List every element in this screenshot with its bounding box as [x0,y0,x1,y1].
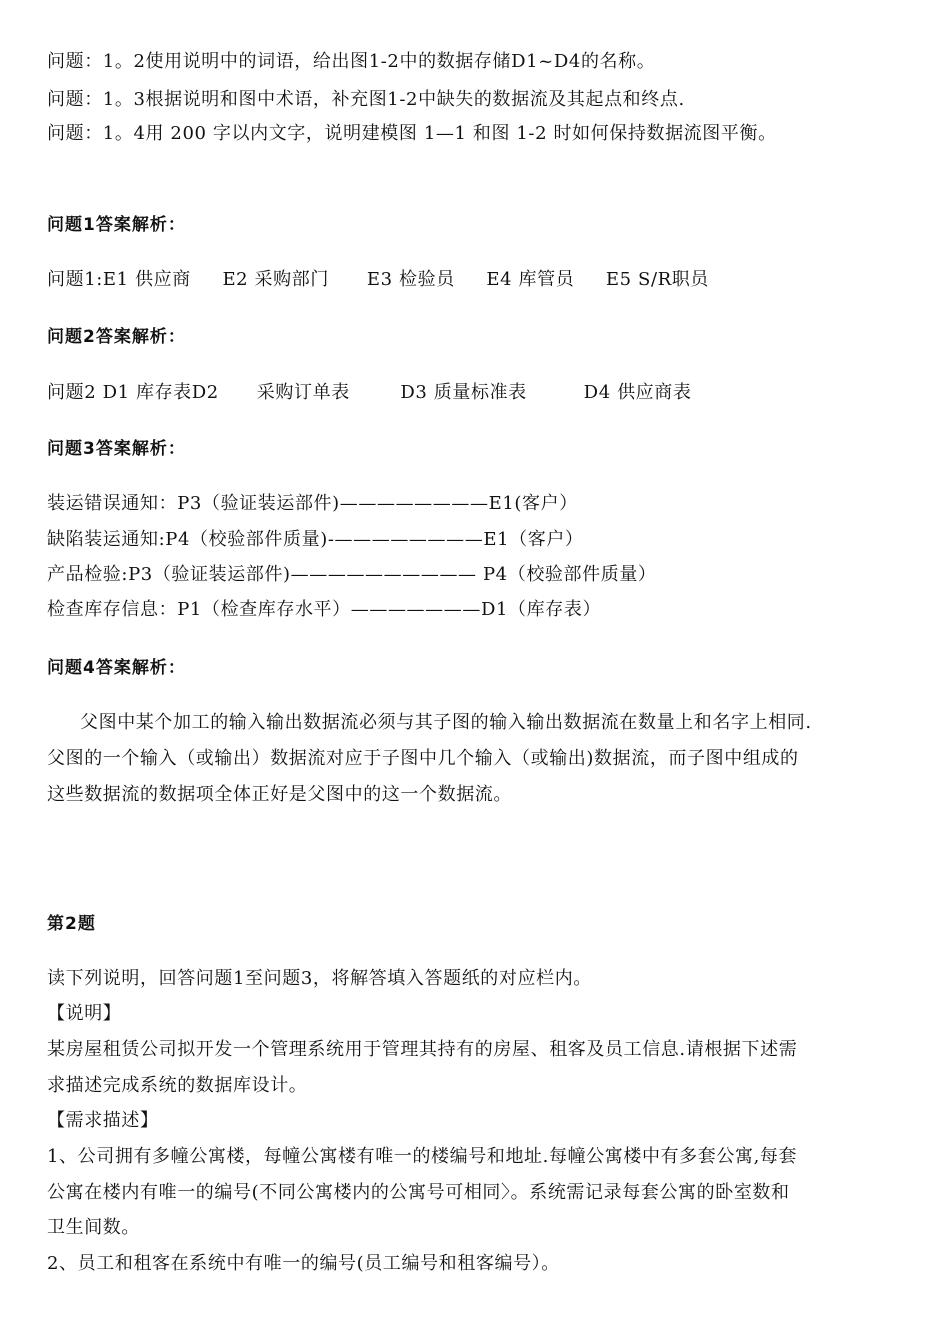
description-label: 【说明】 [47,1003,122,1024]
description-line: 某房屋租赁公司拟开发一个管理系统用于管理其持有的房屋、租客及员工信息.请根据下述需 [47,1039,798,1060]
requirements-label: 【需求描述】 [47,1110,159,1131]
answer-3-line: 产品检验:P3（验证装运部件)—————————— P4（校验部件质量） [47,564,657,585]
requirement-line: 1、公司拥有多幢公寓楼，每幢公寓楼有唯一的楼编号和地址.每幢公寓楼中有多套公寓,每套 [47,1146,798,1167]
answer-2-heading: 问题2答案解析： [47,327,186,347]
answer-4-line: 这些数据流的数据项全体正好是父图中的这一个数据流。 [47,784,512,805]
requirement-line: 公寓在楼内有唯一的编号(不同公寓楼内的公寓号可相同〉。系统需记录每套公寓的卧室数和 [47,1182,790,1203]
answer-3-line: 检查库存信息：P1（检查库存水平）———————D1（库存表） [47,599,602,620]
description-line: 求描述完成系统的数据库设计。 [47,1075,308,1096]
question-1-3: 问题：1。3根据说明和图中术语，补充图1-2中缺失的数据流及其起点和终点. [47,89,685,110]
answer-4-heading: 问题4答案解析： [47,658,186,678]
answer-1-heading: 问题1答案解析： [47,215,186,235]
answer-4-line: 父图中某个加工的输入输出数据流必须与其子图的输入输出数据流在数量上和名字上相同. [80,712,812,733]
question-1-2: 问题：1。2使用说明中的词语，给出图1-2中的数据存储D1~D4的名称。 [47,51,656,72]
answer-3-line: 缺陷装运通知:P4（校验部件质量)-————————E1（客户） [47,529,584,550]
question-2-title: 第2题 [47,914,96,934]
requirement-line: 卫生间数。 [47,1217,140,1238]
answer-3-heading: 问题3答案解析： [47,439,186,459]
question-1-4: 问题：1。4用 200 字以内文字，说明建模图 1—1 和图 1-2 时如何保持数据流图平衡。 [47,123,777,144]
answer-4-line: 父图的一个输入（或输出）数据流对应于子图中几个输入（或输出)数据流，而子图中组成的 [47,748,799,769]
question-2-intro: 读下列说明，回答问题1至问题3，将解答填入答题纸的对应栏内。 [47,968,592,989]
answer-2-text: 问题2 D1 库存表D2 采购订单表 D3 质量标准表 D4 供应商表 [47,382,692,403]
requirement-line: 2、员工和租客在系统中有唯一的编号(员工编号和租客编号）。 [47,1253,560,1274]
answer-3-line: 装运错误通知：P3（验证装运部件)————————E1(客户） [47,493,578,514]
answer-1-text: 问题1:E1 供应商 E2 采购部门 E3 检验员 E4 库管员 E5 S/R职员 [47,269,709,290]
